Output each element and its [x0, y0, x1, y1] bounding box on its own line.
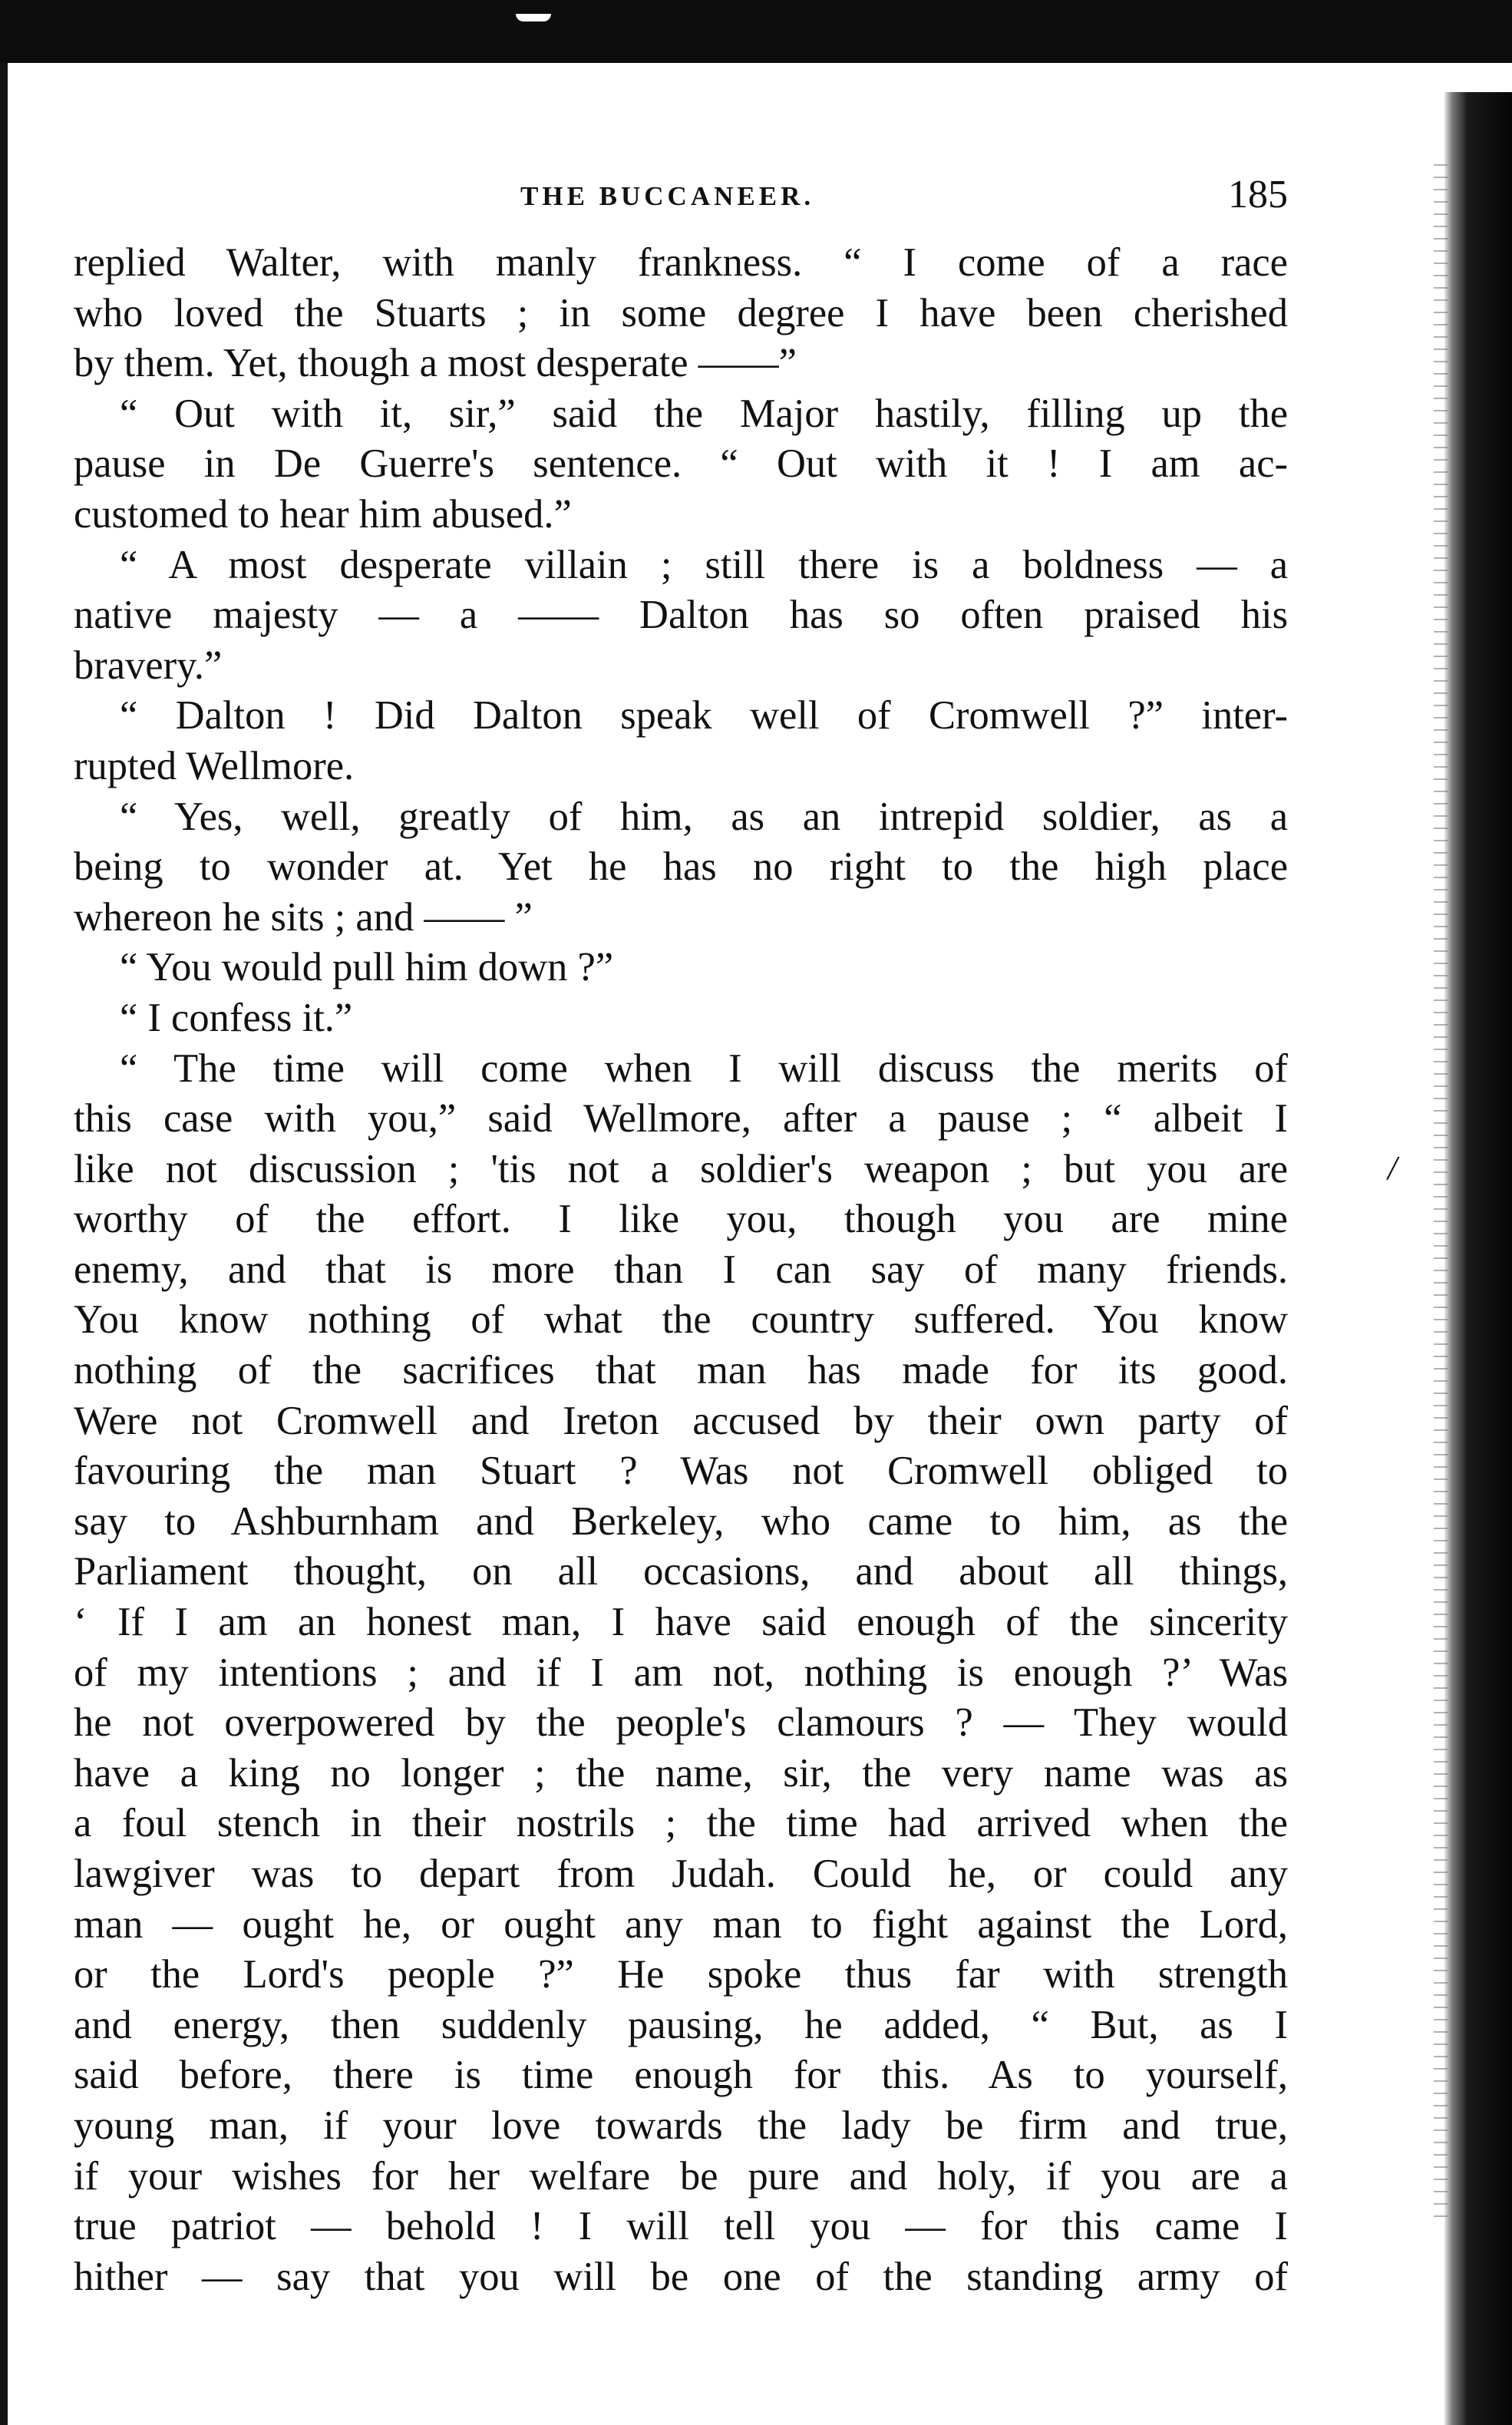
running-head	[74, 175, 1288, 230]
text-line: customed to hear him abused.”	[74, 491, 572, 537]
text-line: being to wonder at. Yet he has no right to the high place	[74, 844, 1288, 890]
stray-ink-mark: /	[1388, 1149, 1398, 1187]
text-line: this case with you,” said Wellmore, after a pause ; “ albeit I	[74, 1096, 1288, 1141]
text-line: Parliament thought, on all occasions, and about all things,	[74, 1549, 1288, 1594]
text-line: a foul stench in their nostrils ; the time had arrived when the	[74, 1801, 1288, 1846]
text-line: young man, if your love towards the lady be firm and true,	[74, 2103, 1288, 2148]
border-notch	[516, 14, 551, 21]
text-line: You know nothing of what the country suffered. You know	[74, 1297, 1288, 1343]
text-line: nothing of the sacrifices that man has made for its good.	[74, 1348, 1288, 1393]
text-line: favouring the man Stuart ? Was not Cromwell obliged to	[74, 1449, 1288, 1494]
text-line: “ The time will come when I will discuss the merits of	[120, 1046, 1288, 1091]
text-line: he not overpowered by the people's clamours ? — They would	[74, 1700, 1288, 1746]
text-line: bravery.”	[74, 643, 223, 688]
paragraph	[74, 540, 1288, 692]
text-line: lawgiver was to depart from Judah. Could he, or could any	[74, 1852, 1288, 1896]
text-line: “ I confess it.”	[120, 995, 353, 1040]
paragraph	[74, 1044, 1288, 2303]
text-line: replied Walter, with manly frankness. “ I come of a race	[74, 240, 1288, 285]
text-line: whereon he sits ; and —— ”	[74, 894, 533, 940]
text-line: have a king no longer ; the name, sir, the very name was as	[74, 1750, 1288, 1796]
paragraph	[74, 691, 1288, 791]
text-line: “ Out with it, sir,” said the Major hastily, filling up the	[120, 391, 1288, 436]
text-line: if your wishes for her welfare be pure and holy, if you are a	[74, 2153, 1288, 2199]
page-number: 185	[1228, 173, 1288, 216]
text-line: who loved the Stuarts ; in some degree I have been cherished	[74, 290, 1288, 335]
text-line: by them. Yet, though a most desperate ——”	[74, 341, 797, 386]
book-binding-edge	[1444, 92, 1512, 2425]
text-line: native majesty — a —— Dalton has so often praised his	[74, 593, 1288, 638]
text-line: rupted Wellmore.	[74, 743, 355, 788]
paragraph	[74, 993, 1288, 1044]
text-line: Were not Cromwell and Ireton accused by their own party of	[74, 1398, 1288, 1443]
text-line: and energy, then suddenly pausing, he added, “ But, as I	[74, 2002, 1288, 2047]
text-line: “ Dalton ! Did Dalton speak well of Cromwell ?” inter-	[120, 693, 1288, 738]
text-line: man — ought he, or ought any man to fight against the Lord,	[74, 1901, 1288, 1947]
text-line: or the Lord's people ?” He spoke thus far with strength	[74, 1952, 1288, 1997]
paragraph	[74, 238, 1288, 389]
text-line: “ A most desperate villain ; still there is a boldness — a	[120, 542, 1288, 587]
text-line: said before, there is time enough for this. As to yourself,	[74, 2053, 1288, 2098]
text-line: say to Ashburnham and Berkeley, who came to him, as the	[74, 1498, 1288, 1544]
page-top-border	[0, 0, 1512, 63]
page-left-edge	[0, 63, 8, 2425]
text-line: of my intentions ; and if I am not, nothing is enough ?’ Was	[74, 1650, 1288, 1695]
text-line: ‘ If I am an honest man, I have said enough of the sincerity	[74, 1600, 1288, 1645]
body-text	[74, 238, 1288, 2302]
paragraph	[74, 792, 1288, 943]
text-line: hither — say that you will be one of the standing army of	[74, 2254, 1288, 2299]
text-line: “ You would pull him down ?”	[120, 945, 614, 990]
paragraph	[74, 389, 1288, 540]
text-line: worthy of the effort. I like you, though you are mine	[74, 1197, 1288, 1242]
book-page	[74, 175, 1288, 2302]
paragraph	[74, 943, 1288, 993]
text-line: like not discussion ; 'tis not a soldier's weapon ; but you are	[74, 1146, 1288, 1191]
text-line: “ Yes, well, greatly of him, as an intrepid soldier, as a	[120, 794, 1288, 839]
text-line: pause in De Guerre's sentence. “ Out with it ! I am ac-	[74, 441, 1288, 487]
text-line: enemy, and that is more than I can say of many friends.	[74, 1247, 1288, 1292]
running-title: THE BUCCANEER.	[520, 181, 815, 211]
binding-shadow-texture	[1434, 154, 1448, 2226]
text-line: true patriot — behold ! I will tell you — for this came I	[74, 2204, 1288, 2249]
